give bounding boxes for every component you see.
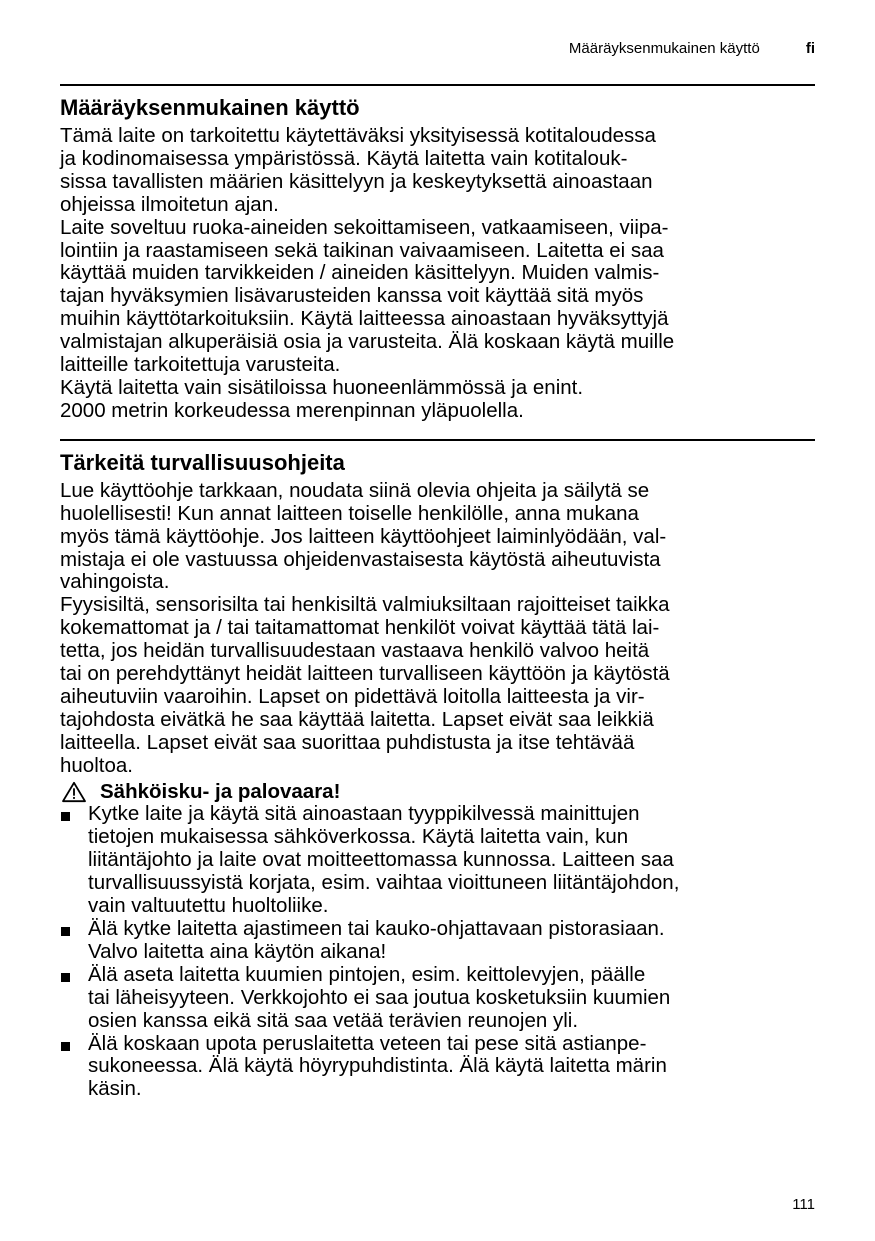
text-line: laitteella. Lapset eivät saa suorittaa puhdistusta ja itse tehtävää	[60, 730, 635, 754]
text-line: tajan hyväksymien lisävarusteiden kanssa voit käyttää sitä myös	[60, 284, 644, 308]
text-line: huoltoa.	[60, 753, 133, 777]
section-divider	[60, 439, 815, 441]
text-line: Kytke laite ja käytä sitä ainoastaan tyyppikilvessä mainittujen	[88, 802, 640, 826]
language-code: fi	[805, 40, 815, 57]
warning-title: Sähköisku- ja palovaara!	[100, 779, 341, 803]
text-line: muihin käyttötarkoituksiin. Käytä laitteessa ainoastaan hyväksyttyjä	[60, 307, 669, 331]
text-line: ja kodinomaisessa ympäristössä. Käytä laitetta vain kotitalouk-	[60, 146, 628, 170]
safety-section	[60, 439, 815, 1101]
text-line: Valvo laitetta aina käytön aikana!	[88, 939, 387, 963]
text-line: huolellisesti! Kun annat laitteen toiselle henkilölle, anna mukana	[60, 501, 639, 525]
text-line: liitäntäjohto ja laite ovat moitteettomassa kunnossa. Laitteen saa	[88, 848, 674, 872]
bullet-square-icon	[61, 812, 70, 821]
text-line: vahingoista.	[60, 570, 170, 594]
text-line: valmistajan alkuperäisiä osia ja varusteita. Älä koskaan käytä muille	[60, 330, 675, 354]
text-line: Tämä laite on tarkoitettu käytettäväksi yksityisessä kotitaloudessa	[60, 124, 656, 147]
text-line: käsin.	[88, 1077, 142, 1101]
text-line: osien kanssa eikä sitä saa vetää terävien reunojen yli.	[88, 1008, 579, 1032]
intended-use-text	[60, 125, 815, 423]
text-line: sissa tavallisten määrien käsittelyyn ja keskeytyksettä ainoastaan	[60, 169, 653, 193]
text-line: tietojen mukaisessa sähköverkossa. Käytä laitetta vain, kun	[88, 825, 629, 849]
text-line: Käytä laitetta vain sisätiloissa huoneenlämmössä ja enint.	[60, 375, 584, 399]
list-item	[60, 964, 815, 1033]
bullet-square-icon	[61, 973, 70, 982]
text-line: tai läheisyyteen. Verkkojohto ei saa joutua kosketuksiin kuumien	[88, 985, 671, 1009]
text-line: ohjeissa ilmoitetun ajan.	[60, 192, 279, 216]
text-line: mistaja ei ole vastuussa ohjeidenvastaisesta käytöstä aiheutuvista	[60, 547, 661, 571]
bullet-square-icon	[61, 1042, 70, 1051]
text-line: tetta, jos heidän turvallisuudestaan vastaava henkilö valvoo heitä	[60, 639, 650, 663]
text-line: sukoneessa. Älä käytä höyrypuhdistinta. Älä käytä laitetta märin	[88, 1054, 667, 1078]
text-line: turvallisuussyistä korjata, esim. vaihtaa vioittuneen liitäntäjohdon,	[88, 871, 680, 895]
section-heading-intended-use: Määräyksenmukainen käyttö	[60, 95, 360, 120]
text-line: Fyysisiltä, sensorisilta tai henkisiltä valmiuksiltaan rajoitteiset taikka	[60, 593, 670, 617]
list-item	[60, 803, 815, 918]
section-heading-safety: Tärkeitä turvallisuusohjeita	[60, 449, 345, 475]
text-line: Älä aseta laitetta kuumien pintojen, esim. keittolevyjen, päälle	[88, 962, 646, 986]
text-line: 2000 metrin korkeudessa merenpinnan yläpuolella.	[60, 398, 524, 422]
warning-triangle-icon	[60, 781, 88, 803]
text-line: Älä kytke laitetta ajastimeen tai kauko-ohjattavaan pistorasiaan.	[88, 917, 665, 940]
text-line: lointiin ja raastamiseen sekä taikinan vaivaamiseen. Laitetta ei saa	[60, 238, 664, 262]
text-line: tajohdosta eivätkä he saa käyttää laitetta. Lapset eivät saa leikkiä	[60, 707, 654, 731]
list-item	[60, 918, 815, 964]
text-line: Lue käyttöohje tarkkaan, noudata siinä olevia ohjeita ja säilytä se	[60, 478, 650, 502]
text-line: Laite soveltuu ruoka-aineiden sekoittamiseen, vatkaamiseen, viipa-	[60, 215, 669, 239]
header-title: Määräyksenmukainen käyttö	[568, 40, 760, 57]
text-line: kokemattomat ja / tai taitamattomat henkilöt voivat käyttää tätä lai-	[60, 616, 660, 640]
text-line: käyttää muiden tarvikkeiden / aineiden käsittelyyn. Muiden valmis-	[60, 261, 660, 285]
text-line: laitteille tarkoitettuja varusteita.	[60, 353, 341, 377]
page-content	[60, 84, 815, 1101]
text-line: vain valtuutettu huoltoliike.	[88, 894, 329, 918]
bullet-square-icon	[61, 927, 70, 936]
page-header	[569, 40, 815, 57]
list-item	[60, 1033, 815, 1102]
warning-heading	[60, 781, 815, 804]
text-line: aiheutuviin vaaroihin. Lapset on pidettävä loitolla laitteesta ja vir-	[60, 684, 645, 708]
text-line: tai on perehdyttänyt heidät laitteen turvalliseen käyttöön ja käytöstä	[60, 662, 670, 686]
text-line: myös tämä käyttöohje. Jos laitteen käyttöohjeet laiminlyödään, val-	[60, 524, 667, 548]
page-number: 111	[792, 1196, 815, 1213]
section-divider	[60, 84, 815, 86]
text-line: Älä koskaan upota peruslaitetta veteen tai pese sitä astianpe-	[88, 1031, 647, 1055]
safety-text	[60, 480, 815, 778]
